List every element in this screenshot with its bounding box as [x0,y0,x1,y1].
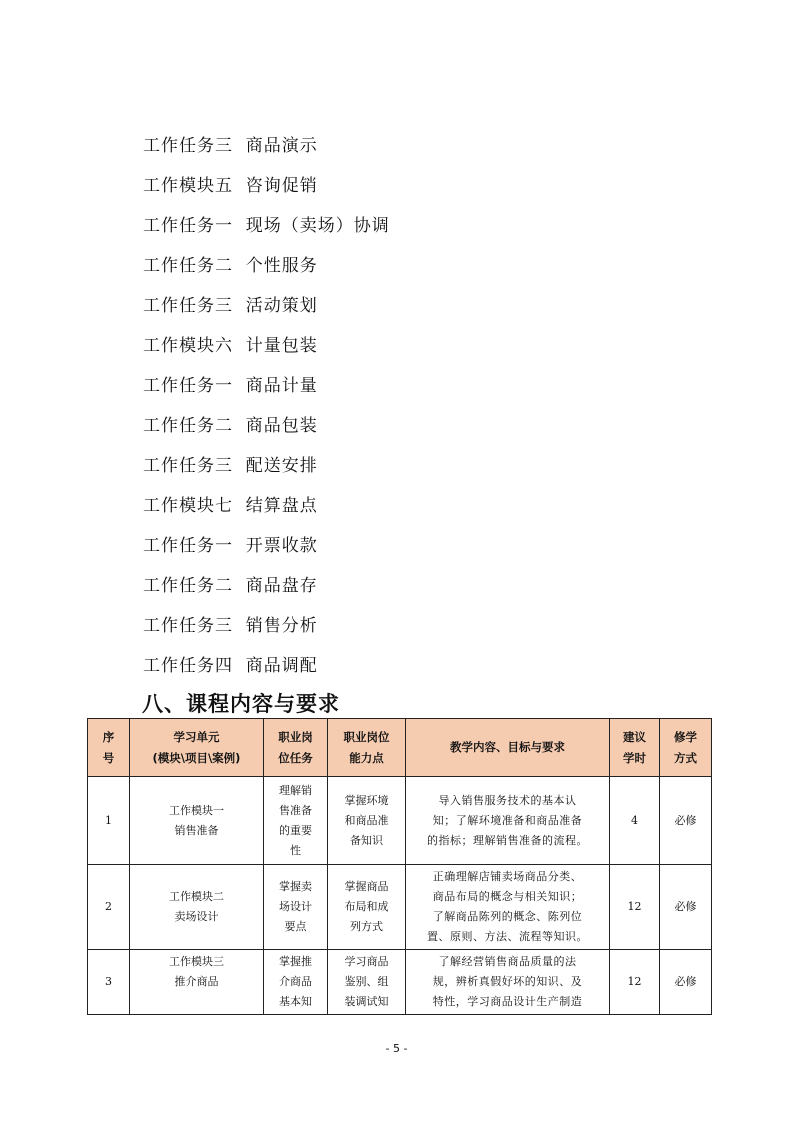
outline-item: 工作模块六 计量包装 [143,336,318,356]
cell-task: 理解销 售准备 的重要 性 [264,777,328,865]
cell-ability: 掌握商品 布局和成 列方式 [328,865,406,950]
cell-hours: 4 [610,777,660,865]
outline-item: 工作任务三 销售分析 [143,616,318,636]
outline-item: 工作任务一 开票收款 [143,536,318,556]
outline-item: 工作任务四 商品调配 [143,656,318,676]
table-row [88,865,712,950]
course-content-table [87,718,712,1015]
cell-seq: 3 [88,950,130,1015]
cell-task: 掌握卖 场设计 要点 [264,865,328,950]
outline-item: 工作模块七 结算盘点 [143,496,318,516]
outline-item: 工作任务二 商品盘存 [143,576,318,596]
cell-mode: 必修 [660,777,712,865]
cell-unit: 工作模块三 推介商品 [130,950,264,1015]
header-hours: 建议 学时 [610,719,660,777]
header-unit: 学习单元 (模块\项目\案例) [130,719,264,777]
outline-item: 工作任务三 商品演示 [143,136,318,156]
cell-hours: 12 [610,950,660,1015]
cell-unit: 工作模块一 销售准备 [130,777,264,865]
outline-item: 工作任务三 活动策划 [143,296,318,316]
header-mode: 修学 方式 [660,719,712,777]
header-ability: 职业岗位 能力点 [328,719,406,777]
cell-unit: 工作模块二 卖场设计 [130,865,264,950]
header-content: 教学内容、目标与要求 [406,719,610,777]
table-header-row [88,719,712,777]
outline-item: 工作任务一 现场（卖场）协调 [143,216,390,236]
table-row [88,777,712,865]
cell-mode: 必修 [660,950,712,1015]
cell-seq: 1 [88,777,130,865]
section-heading: 八、课程内容与要求 [142,692,340,716]
cell-content: 正确理解店铺卖场商品分类、 商品布局的概念与相关知识； 了解商品陈列的概念、陈列位 置、原则、方法、流程等知识。 [406,865,610,950]
page-number: - 5 - [385,1042,408,1055]
cell-ability: 学习商品 鉴别、组 装调试知 [328,950,406,1015]
cell-content: 导入销售服务技术的基本认 知；了解环境准备和商品准备 的指标；理解销售准备的流程。 [406,777,610,865]
table-row [88,950,712,1015]
cell-task: 掌握推 介商品 基本知 [264,950,328,1015]
outline-item: 工作任务三 配送安排 [143,456,318,476]
outline-item: 工作任务二 商品包装 [143,416,318,436]
cell-ability: 掌握环境 和商品准 备知识 [328,777,406,865]
outline-item: 工作任务二 个性服务 [143,256,318,276]
outline-item: 工作任务一 商品计量 [143,376,318,396]
course-outline-list [143,128,390,688]
cell-hours: 12 [610,865,660,950]
header-seq: 序 号 [88,719,130,777]
cell-content: 了解经营销售商品质量的法 规，辨析真假好坏的知识、及 特性，学习商品设计生产制造 [406,950,610,1015]
cell-mode: 必修 [660,865,712,950]
outline-item: 工作模块五 咨询促销 [143,176,318,196]
header-task: 职业岗 位任务 [264,719,328,777]
cell-seq: 2 [88,865,130,950]
